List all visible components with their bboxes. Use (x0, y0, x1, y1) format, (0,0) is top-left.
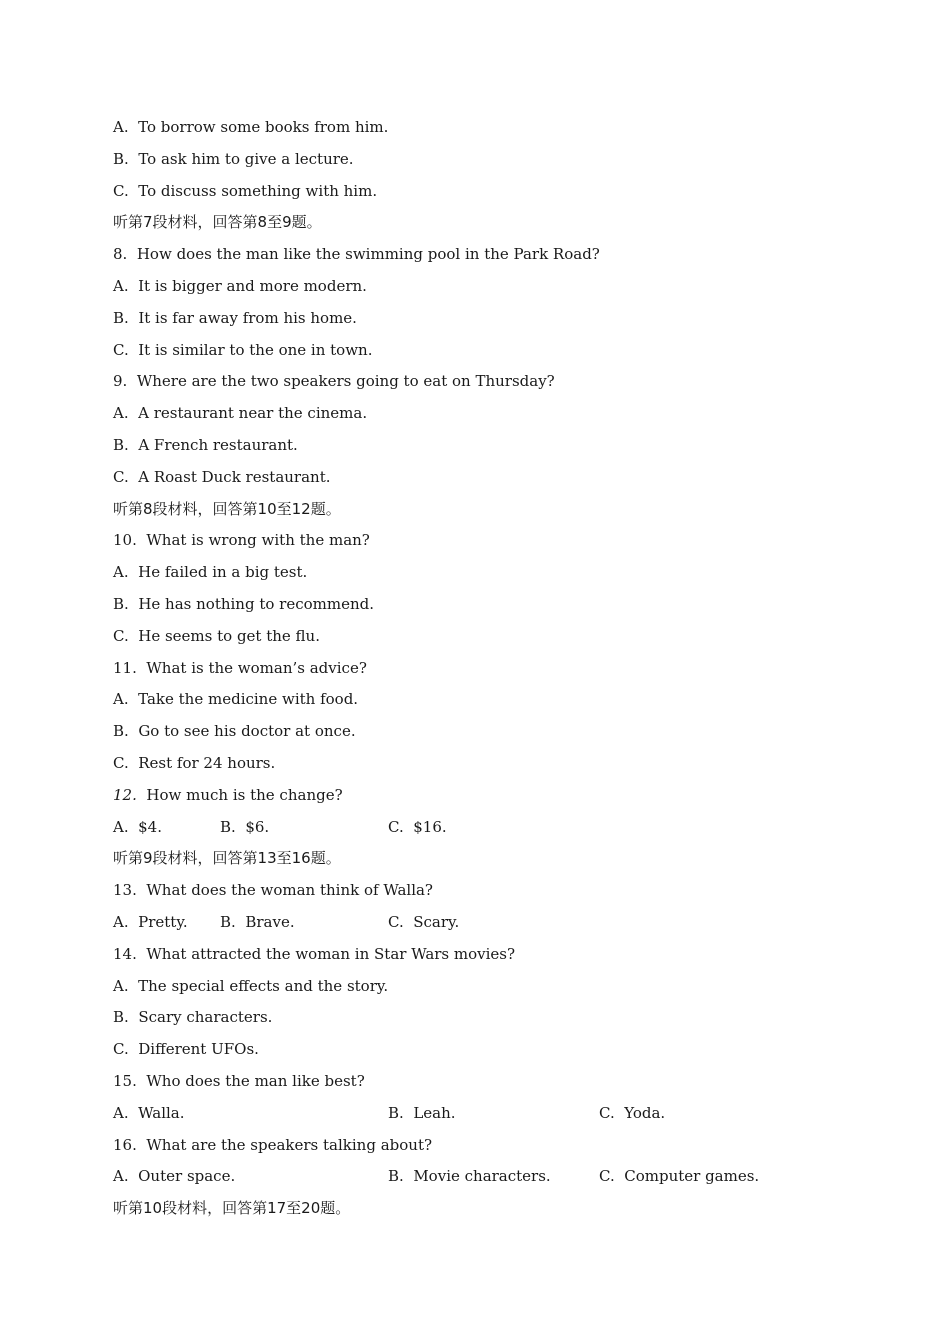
answer-options-row (113, 1098, 873, 1130)
answer-option: A. It is bigger and more modern. (113, 276, 367, 295)
answer-option: B. Scary characters. (113, 1008, 273, 1027)
question-line: 14. What attracted the woman in Star Wars movies? (113, 944, 516, 963)
answer-option: C. Rest for 24 hours. (113, 753, 276, 772)
answer-option: C. It is similar to the one in town. (113, 340, 373, 359)
answer-option: B. Movie characters. (388, 1167, 551, 1186)
answer-option: B. Leah. (388, 1103, 456, 1122)
question-line: 8. How does the man like the swimming pool in the Park Road? (113, 245, 600, 264)
question-line (113, 780, 873, 812)
question-line: 11. What is the woman’s advice? (113, 658, 367, 677)
answer-option: A. Walla. (113, 1103, 185, 1122)
answer-option: A. He failed in a big test. (113, 563, 308, 582)
answer-option: C. Yoda. (599, 1103, 666, 1122)
section-instruction: 听第7段材料，回答第8至9题。 (113, 213, 322, 232)
answer-option: B. A French restaurant. (113, 435, 298, 454)
answer-option: C. Computer games. (599, 1167, 760, 1186)
answer-option: A. Take the medicine with food. (113, 690, 359, 709)
answer-option: B. To ask him to give a lecture. (113, 149, 354, 168)
answer-option: C. $16. (388, 817, 447, 836)
answer-option: C. To discuss something with him. (113, 181, 378, 200)
answer-option: C. He seems to get the flu. (113, 626, 320, 645)
question-line: 10. What is wrong with the man? (113, 531, 370, 550)
answer-option: C. Different UFOs. (113, 1040, 259, 1059)
section-instruction: 听第8段材料，回答第10至12题。 (113, 499, 341, 518)
answer-option: B. He has nothing to recommend. (113, 594, 374, 613)
question-line: 13. What does the woman think of Walla? (113, 881, 433, 900)
section-instruction: 听第9段材料，回答第13至16题。 (113, 849, 341, 868)
answer-option: B. Go to see his doctor at once. (113, 722, 356, 741)
answer-option: A. Outer space. (113, 1167, 236, 1186)
question-line: 15. Who does the man like best? (113, 1071, 365, 1090)
question-line: 9. Where are the two speakers going to eat on Thursday? (113, 372, 555, 391)
answer-option: A. Pretty. (113, 912, 188, 931)
answer-option: B. Brave. (220, 912, 295, 931)
answer-option: C. Scary. (388, 912, 460, 931)
question-line: 16. What are the speakers talking about? (113, 1135, 433, 1154)
question-text: How much is the change? (146, 785, 343, 804)
answer-option: A. The special effects and the story. (113, 976, 389, 995)
question-number: 12. (113, 785, 137, 804)
answer-options-row (113, 812, 873, 844)
answer-option: C. A Roast Duck restaurant. (113, 467, 331, 486)
answer-option: A. $4. (113, 817, 162, 836)
answer-option: A. A restaurant near the cinema. (113, 404, 368, 423)
answer-option: B. $6. (220, 817, 270, 836)
answer-options-row (113, 1161, 873, 1193)
answer-option: A. To borrow some books from him. (113, 118, 389, 136)
document-page (113, 112, 873, 1225)
section-instruction: 听第10段材料，回答第17至20题。 (113, 1199, 351, 1218)
answer-option: B. It is far away from his home. (113, 308, 357, 327)
answer-options-row (113, 907, 873, 939)
